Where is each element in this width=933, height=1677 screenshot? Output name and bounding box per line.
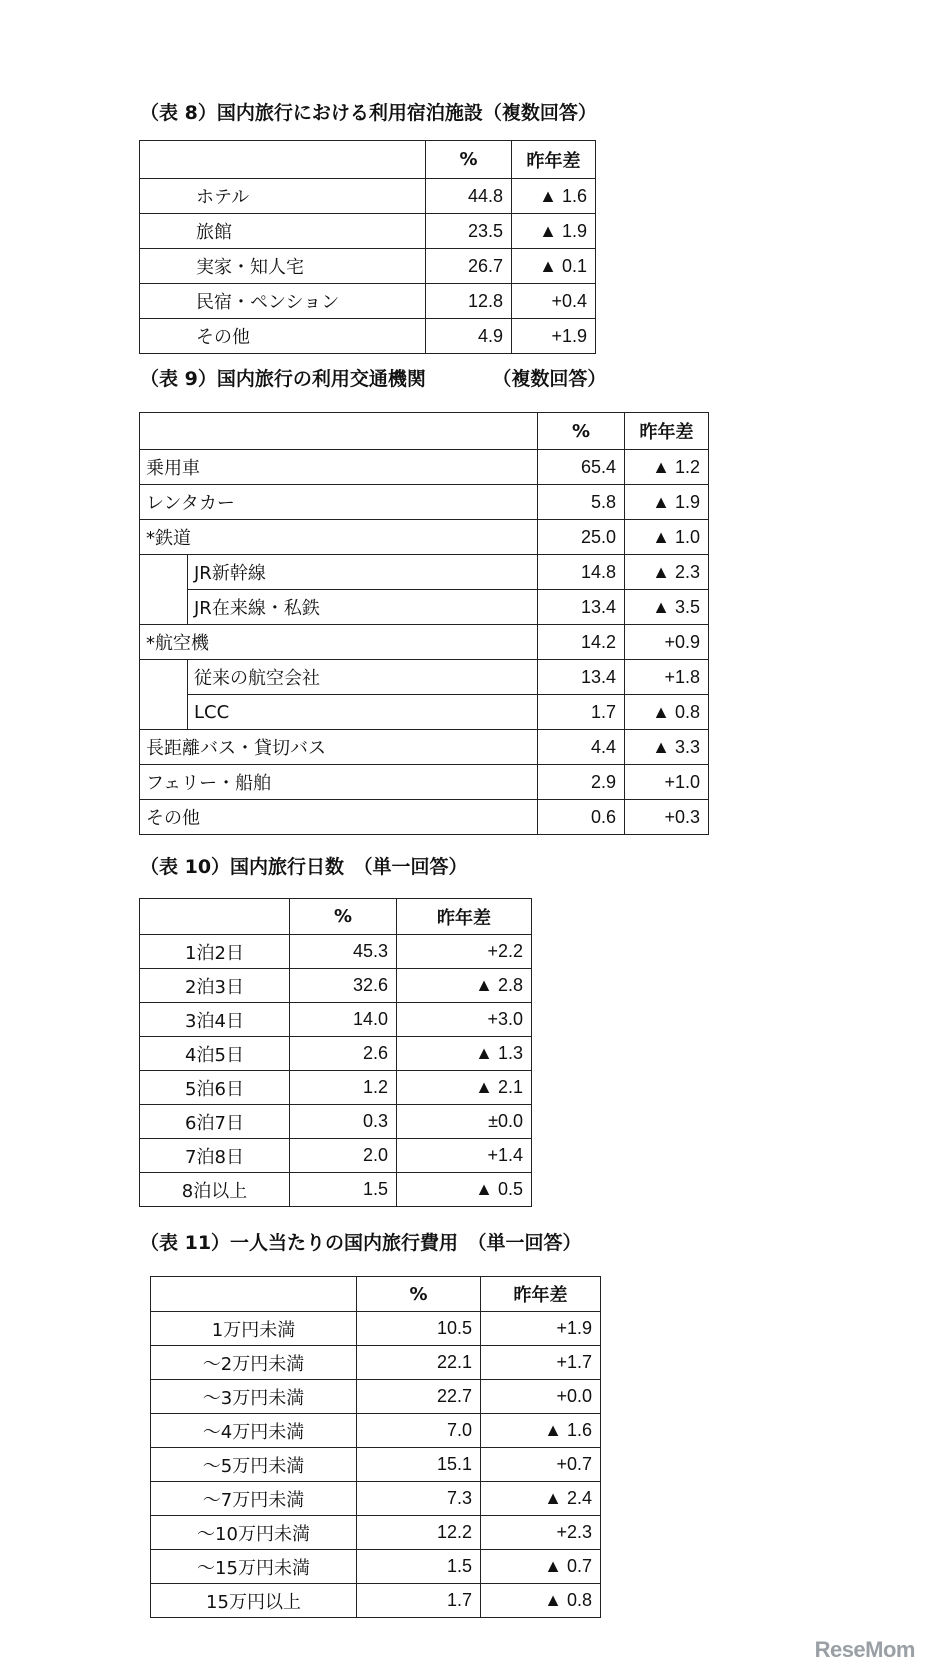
row-label: ～7万円未満	[151, 1482, 357, 1516]
row-diff: +0.9	[625, 625, 709, 660]
row-diff: ▲ 1.6	[481, 1414, 601, 1448]
row-label: ～2万円未満	[151, 1346, 357, 1380]
row-diff: +1.7	[481, 1346, 601, 1380]
row-label: 長距離バス・貸切バス	[140, 730, 538, 765]
row-label: 1万円未満	[151, 1312, 357, 1346]
row-diff: +1.9	[481, 1312, 601, 1346]
row-label: ～10万円未満	[151, 1516, 357, 1550]
table8	[139, 140, 596, 354]
row-diff: ▲ 1.6	[512, 179, 596, 214]
row-label: 2泊3日	[140, 969, 290, 1003]
row-diff: +0.7	[481, 1448, 601, 1482]
row-diff: +3.0	[397, 1003, 532, 1037]
row-label: 3泊4日	[140, 1003, 290, 1037]
row-diff: ▲ 2.8	[397, 969, 532, 1003]
row-label: 乗用車	[140, 450, 538, 485]
row-diff: +2.2	[397, 935, 532, 969]
row-pct: 12.8	[426, 284, 512, 319]
row-pct: 1.5	[290, 1173, 397, 1207]
table-row	[140, 695, 709, 730]
table-row	[140, 660, 709, 695]
row-label: JR新幹線	[188, 555, 538, 590]
table-row	[140, 1105, 532, 1139]
table-row	[140, 450, 709, 485]
row-pct: 15.1	[357, 1448, 481, 1482]
row-label: JR在来線・私鉄	[188, 590, 538, 625]
table-row	[151, 1380, 601, 1414]
table-row	[140, 520, 709, 555]
indent-gutter	[140, 590, 188, 625]
row-pct: 0.3	[290, 1105, 397, 1139]
row-diff: ▲ 1.9	[625, 485, 709, 520]
row-diff: +1.9	[512, 319, 596, 354]
row-pct: 2.0	[290, 1139, 397, 1173]
row-pct: 1.7	[538, 695, 625, 730]
table-row	[151, 1414, 601, 1448]
row-pct: 1.5	[357, 1550, 481, 1584]
row-diff: ▲ 0.8	[481, 1584, 601, 1618]
header-pct: %	[426, 141, 512, 179]
row-pct: 12.2	[357, 1516, 481, 1550]
row-label: フェリー・船舶	[140, 765, 538, 800]
table9	[139, 412, 709, 835]
header-pct: %	[538, 413, 625, 450]
row-diff: +1.4	[397, 1139, 532, 1173]
row-diff: +0.3	[625, 800, 709, 835]
row-label: *航空機	[140, 625, 538, 660]
header-diff: 昨年差	[625, 413, 709, 450]
row-label: 7泊8日	[140, 1139, 290, 1173]
row-label: 1泊2日	[140, 935, 290, 969]
row-diff: ▲ 1.9	[512, 214, 596, 249]
row-label: ホテル	[140, 179, 426, 214]
row-diff: +1.8	[625, 660, 709, 695]
row-pct: 4.9	[426, 319, 512, 354]
row-diff: ▲ 2.4	[481, 1482, 601, 1516]
row-diff: ±0.0	[397, 1105, 532, 1139]
table-header-row	[140, 141, 596, 179]
header-pct: %	[290, 899, 397, 935]
table-row	[140, 625, 709, 660]
row-pct: 13.4	[538, 660, 625, 695]
table11-caption: （表 11）一人当たりの国内旅行費用 （単一回答）	[140, 1232, 582, 1254]
header-blank	[140, 141, 426, 179]
row-diff: +1.0	[625, 765, 709, 800]
row-pct: 22.1	[357, 1346, 481, 1380]
table-row	[140, 555, 709, 590]
table-header-row	[140, 413, 709, 450]
row-diff: ▲ 1.2	[625, 450, 709, 485]
indent-gutter	[140, 695, 188, 730]
table-row	[140, 590, 709, 625]
row-label: LCC	[188, 695, 538, 730]
table-row	[140, 284, 596, 319]
row-label: 旅館	[140, 214, 426, 249]
row-label: 従来の航空会社	[188, 660, 538, 695]
row-label: レンタカー	[140, 485, 538, 520]
row-pct: 65.4	[538, 450, 625, 485]
table-header-row	[140, 899, 532, 935]
row-diff: ▲ 3.3	[625, 730, 709, 765]
table-row	[140, 1071, 532, 1105]
row-label: 6泊7日	[140, 1105, 290, 1139]
row-label: *鉄道	[140, 520, 538, 555]
row-label: 15万円以上	[151, 1584, 357, 1618]
row-diff: +2.3	[481, 1516, 601, 1550]
row-pct: 25.0	[538, 520, 625, 555]
row-label: ～15万円未満	[151, 1550, 357, 1584]
table-row	[140, 1173, 532, 1207]
table-row	[151, 1346, 601, 1380]
row-pct: 4.4	[538, 730, 625, 765]
table-row	[151, 1550, 601, 1584]
row-pct: 7.3	[357, 1482, 481, 1516]
table-row	[140, 214, 596, 249]
table-row	[140, 249, 596, 284]
row-pct: 14.8	[538, 555, 625, 590]
row-pct: 2.6	[290, 1037, 397, 1071]
row-label: ～5万円未満	[151, 1448, 357, 1482]
row-pct: 1.2	[290, 1071, 397, 1105]
row-diff: +0.4	[512, 284, 596, 319]
table-row	[140, 969, 532, 1003]
table-row	[140, 730, 709, 765]
row-pct: 45.3	[290, 935, 397, 969]
row-label: その他	[140, 800, 538, 835]
table-row	[151, 1516, 601, 1550]
row-label: 民宿・ペンション	[140, 284, 426, 319]
row-diff: ▲ 2.1	[397, 1071, 532, 1105]
table-row	[140, 485, 709, 520]
row-label: ～4万円未満	[151, 1414, 357, 1448]
row-label: 実家・知人宅	[140, 249, 426, 284]
row-pct: 0.6	[538, 800, 625, 835]
indent-gutter	[140, 660, 188, 695]
table-row	[140, 1037, 532, 1071]
table9-caption: （表 9）国内旅行の利用交通機関 （複数回答）	[140, 368, 607, 390]
row-label: 8泊以上	[140, 1173, 290, 1207]
row-diff: ▲ 2.3	[625, 555, 709, 590]
header-blank	[140, 413, 538, 450]
table-row	[151, 1312, 601, 1346]
row-pct: 22.7	[357, 1380, 481, 1414]
row-label: ～3万円未満	[151, 1380, 357, 1414]
row-label: 5泊6日	[140, 1071, 290, 1105]
row-pct: 32.6	[290, 969, 397, 1003]
row-diff: ▲ 0.1	[512, 249, 596, 284]
header-diff: 昨年差	[512, 141, 596, 179]
header-diff: 昨年差	[397, 899, 532, 935]
table-row	[151, 1482, 601, 1516]
table10	[139, 898, 532, 1207]
table-row	[140, 1139, 532, 1173]
table-row	[151, 1584, 601, 1618]
table8-caption: （表 8）国内旅行における利用宿泊施設（複数回答）	[140, 102, 597, 124]
row-pct: 14.2	[538, 625, 625, 660]
table-row	[140, 319, 596, 354]
table-row	[140, 765, 709, 800]
header-blank	[140, 899, 290, 935]
row-pct: 5.8	[538, 485, 625, 520]
row-pct: 13.4	[538, 590, 625, 625]
row-diff: +0.0	[481, 1380, 601, 1414]
table-row	[140, 1003, 532, 1037]
table-row	[140, 179, 596, 214]
header-diff: 昨年差	[481, 1277, 601, 1312]
watermark-logo: ReseMom	[814, 1637, 915, 1662]
row-diff: ▲ 0.5	[397, 1173, 532, 1207]
row-label: 4泊5日	[140, 1037, 290, 1071]
table-row	[140, 935, 532, 969]
table-row	[151, 1448, 601, 1482]
table11	[150, 1276, 601, 1618]
row-diff: ▲ 1.0	[625, 520, 709, 555]
table-row	[140, 800, 709, 835]
row-label: その他	[140, 319, 426, 354]
table-header-row	[151, 1277, 601, 1312]
header-pct: %	[357, 1277, 481, 1312]
row-pct: 44.8	[426, 179, 512, 214]
row-pct: 14.0	[290, 1003, 397, 1037]
row-diff: ▲ 3.5	[625, 590, 709, 625]
row-pct: 7.0	[357, 1414, 481, 1448]
row-diff: ▲ 0.8	[625, 695, 709, 730]
row-pct: 2.9	[538, 765, 625, 800]
row-pct: 23.5	[426, 214, 512, 249]
table10-caption: （表 10）国内旅行日数 （単一回答）	[140, 856, 468, 878]
row-pct: 10.5	[357, 1312, 481, 1346]
row-pct: 26.7	[426, 249, 512, 284]
header-blank	[151, 1277, 357, 1312]
row-diff: ▲ 0.7	[481, 1550, 601, 1584]
row-pct: 1.7	[357, 1584, 481, 1618]
indent-gutter	[140, 555, 188, 590]
row-diff: ▲ 1.3	[397, 1037, 532, 1071]
